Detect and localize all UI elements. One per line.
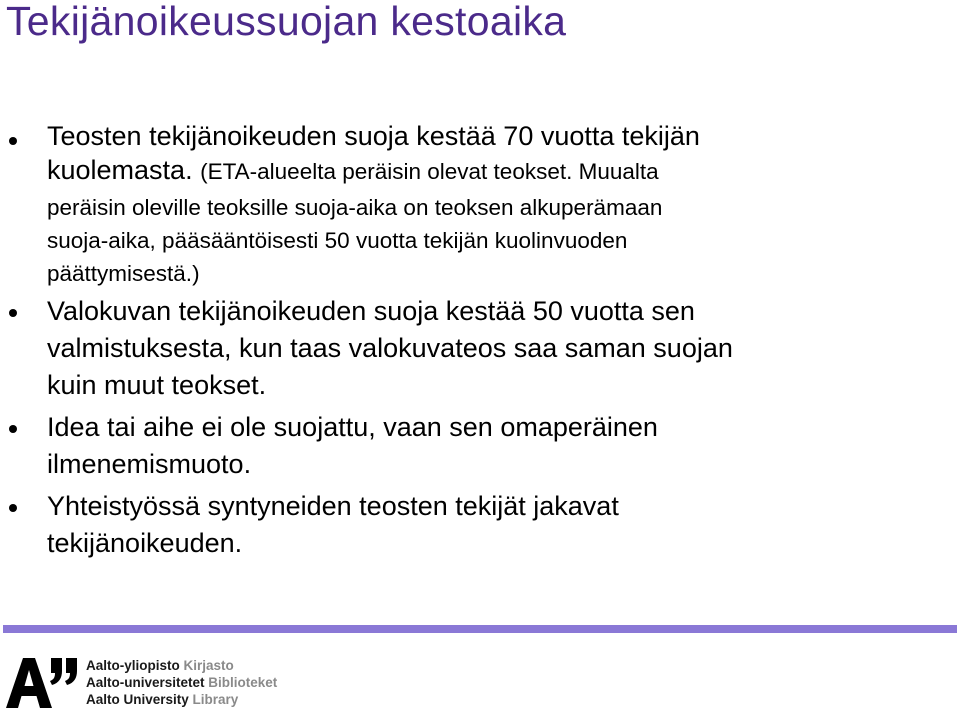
aalto-a-logo-icon bbox=[6, 656, 80, 708]
footer-divider bbox=[3, 625, 957, 633]
bullet-text: päättymisestä.) bbox=[47, 261, 200, 286]
bullet-text: Yhteistyössä syntyneiden teosten tekijät jakavat bbox=[47, 491, 619, 521]
bullet-text: Teosten tekijänoikeuden suoja kestää 70 vuotta tekijän bbox=[47, 121, 700, 151]
logo-line bbox=[86, 657, 277, 674]
logo-library-name: Library bbox=[192, 692, 239, 707]
bullet-text: kuin muut teokset. bbox=[47, 370, 267, 400]
logo-university-name: Aalto-yliopisto bbox=[86, 658, 180, 673]
bullet-dot-icon bbox=[9, 137, 17, 145]
logo-line bbox=[86, 674, 277, 691]
bullet-dot-icon bbox=[9, 504, 17, 512]
bullet-text bbox=[47, 153, 920, 191]
bullet-text: Valokuvan tekijänoikeuden suoja kestää 50 vuotta sen bbox=[47, 296, 695, 326]
bullet-text: peräisin oleville teoksille suoja-aika on teoksen alkuperämaan bbox=[47, 195, 663, 220]
bullet-text: Idea tai aihe ei ole suojattu, vaan sen omaperäinen bbox=[47, 412, 658, 442]
bullet-item bbox=[0, 488, 920, 562]
bullet-item bbox=[0, 409, 920, 483]
bullet-text: suoja-aika, pääsääntöisesti 50 vuotta tekijän kuolinvuoden bbox=[47, 228, 628, 253]
bullet-text: tekijänoikeuden. bbox=[47, 528, 243, 558]
logo-library-name: Biblioteket bbox=[208, 675, 278, 690]
logo-library-name: Kirjasto bbox=[183, 658, 234, 673]
bullet-text: ilmenemismuoto. bbox=[47, 449, 252, 479]
aalto-logo bbox=[6, 656, 326, 712]
bullet-item bbox=[0, 293, 920, 404]
logo-university-name: Aalto University bbox=[86, 692, 189, 707]
logo-university-name: Aalto-universitetet bbox=[86, 675, 205, 690]
bullet-dot-icon bbox=[9, 309, 17, 317]
bullet-list bbox=[0, 120, 920, 562]
bullet-text-large: kuolemasta. bbox=[47, 155, 201, 185]
slide-title: Tekijänoikeussuojan kestoaika bbox=[6, 0, 567, 44]
bullet-item bbox=[0, 120, 920, 290]
bullet-text-small: (ETA-alueelta peräisin olevat teokset. Muualta bbox=[200, 159, 659, 184]
logo-line bbox=[86, 691, 277, 708]
bullet-text: valmistuksesta, kun taas valokuvateos saa saman suojan bbox=[47, 333, 733, 363]
bullet-dot-icon bbox=[9, 425, 17, 433]
logo-text bbox=[86, 657, 277, 708]
